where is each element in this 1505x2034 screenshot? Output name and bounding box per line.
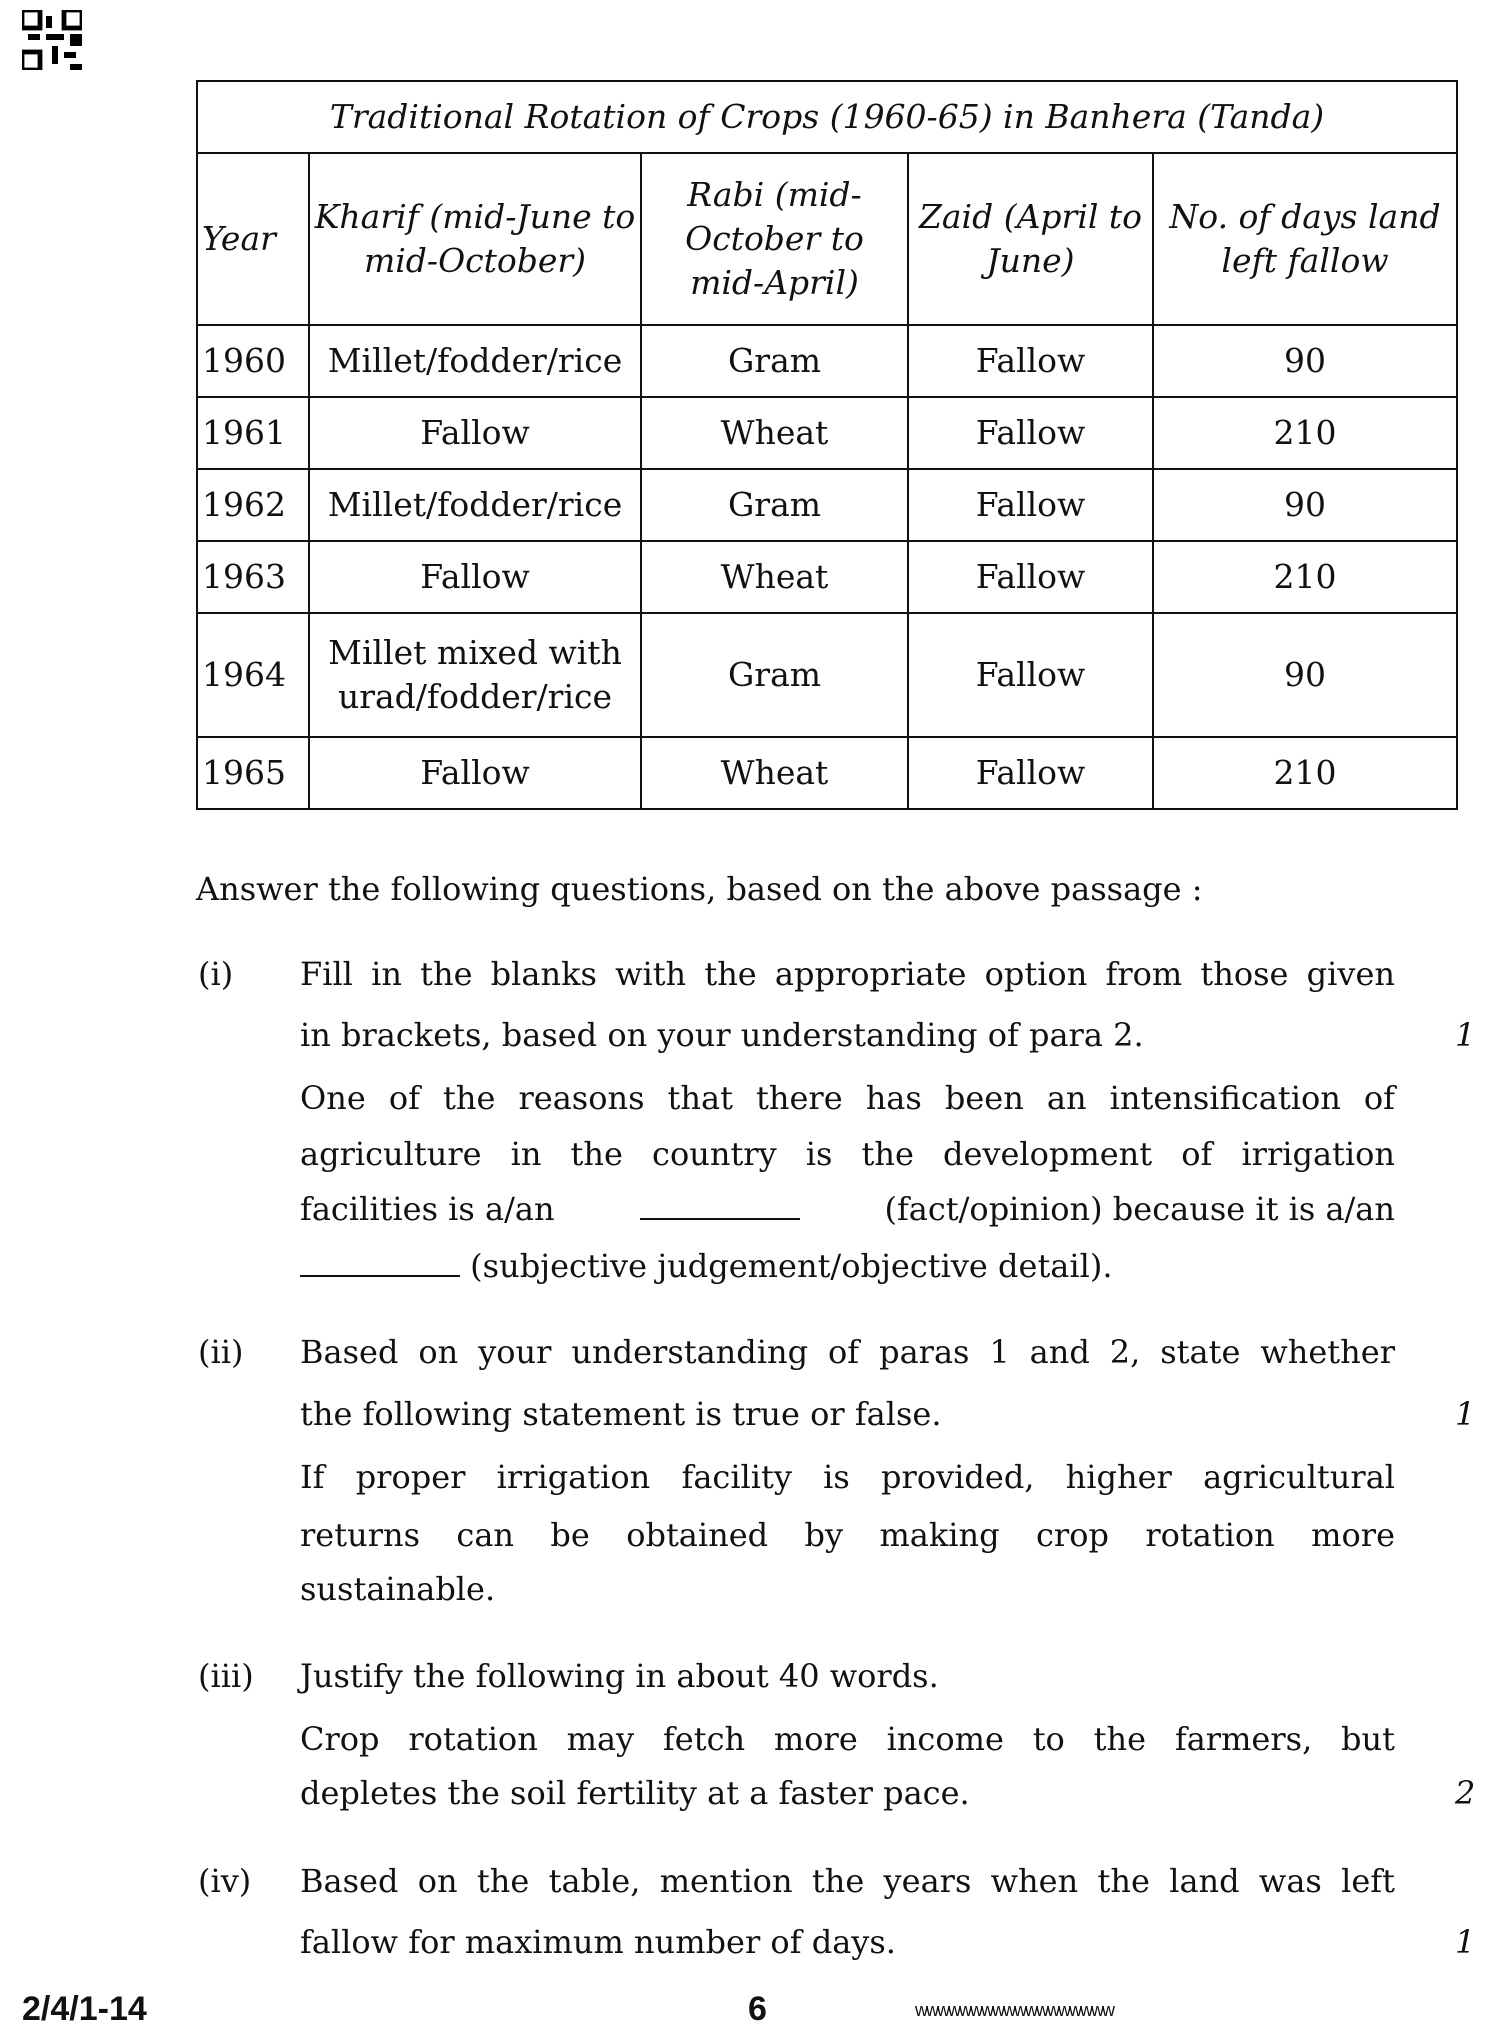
q3-number: (iii) (198, 1657, 254, 1695)
q4-text: Based on the table, mention the years when the land was left (300, 1862, 1395, 1900)
table-row (197, 397, 1457, 469)
blank-2[interactable] (300, 1271, 460, 1277)
paper-code: 2/4/1-14 (22, 1990, 147, 2028)
table-cell: 1962 (197, 469, 309, 541)
table-caption: Traditional Rotation of Crops (1960-65) in Banhera (Tanda) (197, 81, 1457, 153)
q1-text: (subjective judgement/objective detail). (470, 1247, 1113, 1285)
q1-text: in brackets, based on your understanding of para 2. (300, 1016, 1144, 1054)
qr-code-icon (22, 10, 82, 70)
instructions: Answer the following questions, based on the above passage : (196, 870, 1203, 908)
q2-number: (ii) (198, 1333, 244, 1371)
q1-text: Fill in the blanks with the appropriate option from those given (300, 955, 1395, 993)
table-cell: Fallow (908, 737, 1153, 809)
table-row (197, 737, 1457, 809)
q1-statement: agriculture in the country is the development of irrigation (300, 1135, 1395, 1173)
table-cell: 1961 (197, 397, 309, 469)
page-number: 6 (748, 1990, 767, 2028)
table-cell: 90 (1153, 325, 1457, 397)
table-cell: Millet/fodder/rice (309, 469, 641, 541)
q4-number: (iv) (198, 1862, 252, 1900)
table-row (197, 613, 1457, 737)
q1-statement (300, 1247, 1113, 1285)
table-row (197, 325, 1457, 397)
q4-marks: 1 (1455, 1923, 1476, 1961)
q1-statement (300, 1190, 1395, 1228)
table-cell: 210 (1153, 397, 1457, 469)
table-cell: Fallow (309, 541, 641, 613)
blank-1[interactable] (640, 1214, 800, 1220)
q2-statement: returns can be obtained by making crop rotation more (300, 1516, 1395, 1554)
q1-text: facilities is a/an (300, 1190, 555, 1228)
table-cell: Millet mixed with urad/fodder/rice (309, 613, 641, 737)
table-cell: 90 (1153, 613, 1457, 737)
table-cell: Fallow (908, 613, 1153, 737)
crop-rotation-table (196, 80, 1458, 810)
q2-text: Based on your understanding of paras 1 and 2, state whether (300, 1333, 1395, 1371)
q1-number: (i) (198, 955, 234, 993)
q2-marks: 1 (1455, 1395, 1476, 1433)
col-fallow-days: No. of days land left fallow (1153, 153, 1457, 325)
col-zaid: Zaid (April to June) (908, 153, 1153, 325)
table-cell: Gram (641, 469, 908, 541)
table-cell: Gram (641, 613, 908, 737)
q3-marks: 2 (1455, 1774, 1476, 1812)
table-cell: 1964 (197, 613, 309, 737)
q3-statement: depletes the soil fertility at a faster pace. (300, 1774, 970, 1812)
q1-text: (fact/opinion) because it is a/an (884, 1190, 1395, 1228)
table-cell: Fallow (309, 397, 641, 469)
q3-text: Justify the following in about 40 words. (300, 1657, 939, 1695)
wave-decoration: wwwwwwwwwwwwwwwwww (915, 2000, 1113, 2020)
q2-text: the following statement is true or false. (300, 1395, 942, 1433)
table-cell: Gram (641, 325, 908, 397)
q2-statement: sustainable. (300, 1570, 496, 1608)
table-cell: 1963 (197, 541, 309, 613)
q1-marks: 1 (1455, 1016, 1476, 1054)
q4-text: fallow for maximum number of days. (300, 1923, 896, 1961)
table-cell: 210 (1153, 737, 1457, 809)
q1-statement: One of the reasons that there has been an intensification of (300, 1079, 1395, 1117)
q2-statement: If proper irrigation facility is provided, higher agricultural (300, 1458, 1395, 1496)
table-cell: 90 (1153, 469, 1457, 541)
q3-statement: Crop rotation may fetch more income to the farmers, but (300, 1720, 1395, 1758)
col-rabi: Rabi (mid-October to mid-April) (641, 153, 908, 325)
table-cell: Millet/fodder/rice (309, 325, 641, 397)
table-cell: Fallow (908, 541, 1153, 613)
table-cell: Fallow (908, 325, 1153, 397)
table-cell: Fallow (908, 469, 1153, 541)
table-cell: Fallow (908, 397, 1153, 469)
table-cell: Fallow (309, 737, 641, 809)
col-year: Year (197, 153, 309, 325)
table-cell: Wheat (641, 737, 908, 809)
table-cell: 210 (1153, 541, 1457, 613)
table-row (197, 469, 1457, 541)
col-kharif: Kharif (mid-June to mid-October) (309, 153, 641, 325)
table-cell: 1965 (197, 737, 309, 809)
table-cell: 1960 (197, 325, 309, 397)
table-header-row (197, 153, 1457, 325)
table-cell: Wheat (641, 397, 908, 469)
table-cell: Wheat (641, 541, 908, 613)
table-row (197, 541, 1457, 613)
